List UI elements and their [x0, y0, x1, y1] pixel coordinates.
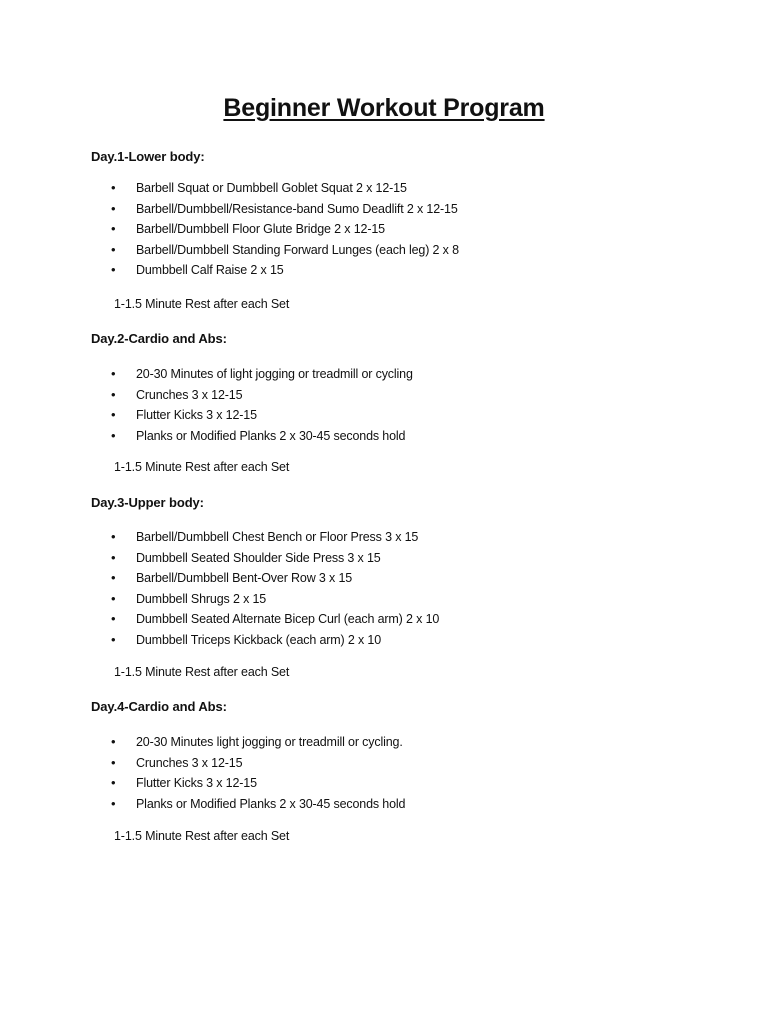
exercise-list [0, 178, 768, 281]
bullet-icon: • [111, 570, 116, 586]
exercise-text: 20-30 Minutes of light jogging or treadmill or cycling [136, 367, 413, 381]
bullet-icon: • [111, 549, 116, 565]
bullet-icon: • [111, 200, 116, 216]
exercise-text: Barbell/Dumbbell/Resistance-band Sumo Deadlift 2 x 12-15 [136, 201, 458, 216]
bullet-icon: • [111, 366, 116, 381]
list-item [0, 219, 768, 240]
bullet-icon: • [111, 221, 116, 237]
bullet-icon: • [111, 631, 116, 647]
exercise-text: Planks or Modified Planks 2 x 30-45 seconds hold [136, 428, 406, 443]
list-item [0, 568, 768, 589]
document-title: Beginner Workout Program [223, 94, 545, 122]
day-heading: Day.3-Upper body: [91, 495, 204, 510]
exercise-text: Dumbbell Seated Alternate Bicep Curl (each arm) 2 x 10 [136, 612, 440, 627]
day-heading: Day.4-Cardio and Abs: [91, 699, 227, 714]
list-item [0, 773, 768, 794]
list-item [0, 794, 768, 815]
exercise-text: Crunches 3 x 12-15 [136, 755, 243, 770]
day-heading: Day.2-Cardio and Abs: [91, 331, 227, 346]
exercise-text: Flutter Kicks 3 x 12-15 [136, 776, 257, 791]
list-item [0, 178, 768, 199]
list-item [0, 405, 768, 426]
list-item [0, 199, 768, 220]
bullet-icon: • [111, 262, 116, 278]
exercise-text: Crunches 3 x 12-15 [136, 387, 243, 402]
exercise-text: Barbell/Dumbbell Chest Bench or Floor Press 3 x 15 [136, 530, 419, 544]
exercise-text: Barbell Squat or Dumbbell Goblet Squat 2 x 12-15 [136, 181, 407, 195]
exercise-list [0, 527, 768, 651]
exercise-list [0, 364, 768, 446]
bullet-icon: • [111, 427, 116, 443]
list-item [0, 527, 768, 548]
rest-note: 1-1.5 Minute Rest after each Set [114, 460, 290, 474]
bullet-icon: • [111, 795, 116, 811]
bullet-icon: • [111, 180, 116, 195]
exercise-list [0, 732, 768, 814]
exercise-text: Planks or Modified Planks 2 x 30-45 seconds hold [136, 796, 406, 811]
bullet-icon: • [111, 611, 116, 627]
exercise-text: Dumbbell Calf Raise 2 x 15 [136, 263, 284, 278]
list-item [0, 364, 768, 385]
exercise-text: Dumbbell Seated Shoulder Side Press 3 x 15 [136, 550, 381, 565]
list-item [0, 548, 768, 569]
list-item [0, 589, 768, 610]
bullet-icon: • [111, 529, 116, 544]
day-heading: Day.1-Lower body: [91, 149, 205, 164]
list-item [0, 753, 768, 774]
exercise-text: Flutter Kicks 3 x 12-15 [136, 408, 257, 423]
exercise-text: Dumbbell Triceps Kickback (each arm) 2 x 10 [136, 632, 382, 647]
list-item [0, 732, 768, 753]
bullet-icon: • [111, 754, 116, 770]
list-item [0, 426, 768, 447]
list-item [0, 240, 768, 261]
exercise-text: 20-30 Minutes light jogging or treadmill or cycling. [136, 735, 403, 749]
bullet-icon: • [111, 734, 116, 749]
bullet-icon: • [111, 386, 116, 402]
exercise-text: Barbell/Dumbbell Standing Forward Lunges (each leg) 2 x 8 [136, 242, 459, 257]
list-item [0, 630, 768, 651]
rest-note: 1-1.5 Minute Rest after each Set [114, 829, 290, 843]
list-item [0, 609, 768, 630]
bullet-icon: • [111, 590, 116, 606]
bullet-icon: • [111, 241, 116, 257]
list-item [0, 260, 768, 281]
list-item [0, 385, 768, 406]
rest-note: 1-1.5 Minute Rest after each Set [114, 665, 290, 679]
rest-note: 1-1.5 Minute Rest after each Set [114, 297, 290, 311]
exercise-text: Barbell/Dumbbell Floor Glute Bridge 2 x 12-15 [136, 222, 385, 237]
exercise-text: Barbell/Dumbbell Bent-Over Row 3 x 15 [136, 571, 353, 586]
bullet-icon: • [111, 407, 116, 423]
exercise-text: Dumbbell Shrugs 2 x 15 [136, 591, 267, 606]
bullet-icon: • [111, 775, 116, 791]
